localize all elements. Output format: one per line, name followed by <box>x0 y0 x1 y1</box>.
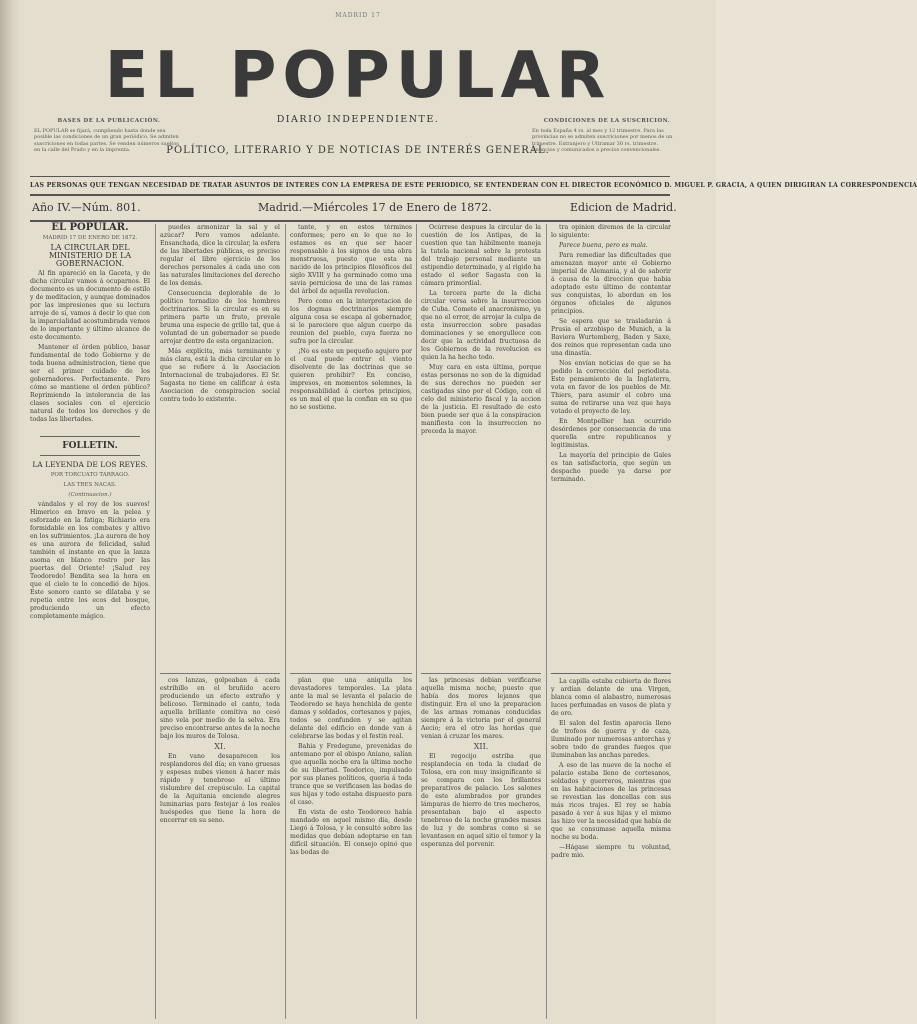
foreign-news <box>551 224 671 669</box>
divider <box>551 673 671 674</box>
column-divider <box>285 224 286 1019</box>
article-paragraph: ¡No es este un pequeño agujero por el cual puede entrar el viento disolvente de las doctrinas que se quieren prohibir? En conciso, impresos, en momentos solemnes, la responsabilidad á ciertos principios, es un mal el que la confian en su que no se sostiene. <box>290 348 412 411</box>
story-paragraph: En vano desaparecen los resplandores del día; en vano gruesas y espesas nubes vienen á hacer más rápido y tenebroso el último vislumbre del crepúsculo. La capital de la Aquitania enciende alegres luminarias para festejar á los reales huéspedes que tiene la hora de encerrar en su seno. <box>160 753 280 824</box>
article-continuation <box>421 224 541 669</box>
news-paragraph: La mayoría del principio de Gales es tan satisfactoria, que según un despacho puede ya darse por terminado. <box>551 452 671 483</box>
edition: Edicion de Madrid. <box>570 201 677 214</box>
chapter-number: XI. <box>214 742 226 751</box>
folletin-rule <box>40 436 140 437</box>
story-author: POR TORCUATO TARRAGO. <box>50 472 130 478</box>
story-paragraph: En vista de esto Teodoreco había mandado en aquel mismo dia, desde Liegó á Tolosa, y le consultó sobre las medidas que debían adoptarse en tan difícil situación. El consejo opinó que las bodas de <box>290 809 412 856</box>
column-4 <box>421 224 541 1019</box>
column-5 <box>551 224 671 1019</box>
right-info-text: En toda España 4 rs. al mes y 12 trimestre. Para las provincias no se admiten suscriciones por menos de un trimestre. Extranjero y Ultramar 30 rs. trimestre. Anuncios y comunicados a precios convencionales. <box>532 127 673 153</box>
masthead: EL POPULAR <box>104 39 612 113</box>
right-info-title: CONDICIONES DE LA SUSCRICION. <box>543 118 671 124</box>
column-divider <box>155 224 156 1019</box>
column-divider <box>416 224 417 1019</box>
story-paragraph: Bahia y Fredegune, prevenidas de antemano por el obispo Aniano, salían que aquella noche era la última noche de su libertad. Teodorico, impulsado por sus planes políticos, queria á toda trance que se verificasen las bodas de sus hijas y todo estaba dispuesto para el caso. <box>290 743 412 806</box>
article-paragraph: puedes armonizar la sal y el azúcar? Pero vamos adelante. Ensanchada, dice la circular, la esfera de las libertades públicas, es preciso regular el libre ejercicio de los derechos personales á cada uno con las naturales limitaciones del derecho de los demás. <box>160 224 280 287</box>
top-mark: MADRID 17 <box>335 12 381 19</box>
news-paragraph: En Montpellier han ocurrido desórdenes por consecuencia de una querella entre republicanos y legitimistas. <box>551 418 671 449</box>
story-continuation: (Continuacion.) <box>68 492 112 498</box>
rule-date-top <box>30 194 670 196</box>
story-part: LAS TRES NACAS. <box>63 482 117 488</box>
article-continuation <box>160 224 280 669</box>
article-continuation <box>290 224 412 669</box>
article-heading: LA CIRCULAR DEL MINISTERIO DE LA GOBERNACION. <box>48 243 132 268</box>
column-1 <box>30 224 150 1019</box>
article-paragraph: Al fin apareció en la Gaceta, y de dicha circular vamos á ocuparnos. El documento es un documento de estilo y de meditacion, y aunque dominados por las impresiones que su lectura arroje de sí, vamos á decir lo que con la imparcialidad acostumbrada vemos de lo importante y último alcance de este documento. <box>30 270 150 341</box>
column-title: EL POPULAR. <box>51 222 129 233</box>
story-paragraph: El regocijo estriba que resplandecia en toda la ciudad de Tolosa, era con muy insignificante si se compara con los brillantes preparativos de palacio. Los salones de este alumbrados por grandes lámparas de hierro de tres mecheros, presentaban bajo el aspecto tenebroso de la noche grandes masas de luz y de sombras como si se levantasen en aquel sitio el temor y la esperanza del porvenir. <box>421 753 541 848</box>
story-paragraph: La capilla estaba cubierta de flores y ardían delante de una Virgen, blanca como el alabastro, numerosas luces perfumadas en vasos de plata y de oro. <box>551 678 671 717</box>
article-quote: Parece buena, pero es mala. <box>559 242 648 249</box>
article-paragraph: tante, y en estos términos conformes; pero en lo que no lo estamos es en que ser hacer responsable á los signos de una obra monstruosa, puesto que esta na nacido de los principios filosóficos del siglo XVIII y ha germinado como una savia perniciosa de una de las ramas del árbol de aquella revolucion. <box>290 224 412 295</box>
rule-top <box>30 176 670 177</box>
story-paragraph: cos lanzas, golpeaban á cada estribillo en el bruñido acero produciendo un efecto extraño y belicoso. Terminado el canto, toda aquella brillante comitiva no cesó sino vela por medio de la selva. Era preciso encontrarse antes de la noche bajo los muros de Tolosa. <box>160 677 280 740</box>
story-paragraph: —Hágase siempre tu voluntad, padre mio. <box>551 844 671 859</box>
issue-date: Madrid.—Miércoles 17 de Enero de 1872. <box>258 201 492 214</box>
folletin-continuation <box>290 677 412 857</box>
column-3 <box>290 224 412 1019</box>
story-paragraph: plan que una aniquila los devastadores temporales. La plata ante la mal se levanta el palacio de Teodoredo se haya henchida de gente damas y soldados, cortesanos y pajes, todos se confunden y se agitan delante del edificio en donde van á celebrarse las bodas y el festin real. <box>290 677 412 740</box>
article-paragraph: tra opinion diremos de la circular lo siguiente: <box>551 224 671 239</box>
article-paragraph: Ocúrrese despues la circular de la cuestión de los Antipas, de la cuestion que tan hábilmente maneja la tutela nacional sobre la protesta del trabajo personal mediante un estipendio determinado, y al rigido ha estado el señor Sagasta con la cámara primordial. <box>421 224 541 287</box>
dateline <box>30 198 677 218</box>
news-paragraph: Se espera que se trasladarán á Prusia el arzobispo de Munich, a la Baviera Wurtemberg, Baden y Saxe, dos reinos que representan cada uno una dinastía. <box>551 318 671 357</box>
folletin-continuation <box>421 677 541 849</box>
folletin-title: FOLLETIN. <box>62 441 118 451</box>
article-date: MADRID 17 DE ENERO DE 1872. <box>42 235 138 241</box>
divider <box>40 455 140 456</box>
story-paragraph: A eso de las nueve de la noche el palacio estaba lleno de cortesanos, soldados y guerreros, mientras que en las habitaciones de las princesas se revestian las doncellas con sus más ricos trajes. El rey se había pasado á ver á sus hijas y el mismo las hizo ver la necesidad que había de que se consumase aquella misma noche su boda. <box>551 762 671 841</box>
left-info-text: EL POPULAR se fijará, cumpliendo hasta donde sea posible las condiciones de un gran periódico. Se admiten suscriciones en todas partes. Se venden números sueltos en la calle del Prado y en la imprenta. <box>34 127 179 153</box>
article-paragraph: Pero como en la interpretacion de los dogmas doctrinarios siempre alguna cosa se escapa al gobernador, si le pareciere que algun cuerpo da reunion del pueblo, cuya fuerza no sufra por la circular. <box>290 298 412 345</box>
article-paragraph: Mantener el órden público, basar fundamental de todo Gobierno y de toda buena administracion, tiene que ser el primer cuidado de los gobernadores. Perfectamente. Pero cómo se mantiene el órden público? Reprimiendo la intolerancia de las clases sociales con el ejercicio natural de todos los derechos y de todas las libertades. <box>30 344 150 423</box>
article-paragraph: Muy cara en esta última, porque estas personas no son de la dignidad de sus derechos no pueden ser castigadas sino por el Código, con el celo del ministerio fiscal y la accion de la justicia. El resultado de esto bien puede ser que á la conspiracion manifiesta con la insurreccion no preceda la mayor. <box>421 364 541 435</box>
left-info-title: BASES DE LA PUBLICACIÓN. <box>57 118 161 124</box>
folletin-continuation <box>160 677 280 825</box>
subtitle: DIARIO INDEPENDIENTE. <box>276 114 440 125</box>
news-paragraph: Nos envían noticias de que se ha pedido la corrección del periodista. Este pensamiento de la Inglaterra, vota en favor de los pueblos de Mr. Thiers, para asumir el cobro una suma de retirarse una vez que haya votado el proyecto de ley. <box>551 360 671 415</box>
story-title: LA LEYENDA DE LOS REYES. <box>32 460 148 469</box>
chapter-number: XII. <box>473 742 489 751</box>
correspondence-notice: LAS PERSONAS QUE TENGAN NECESIDAD DE TRATAR ASUNTOS DE INTERES CON LA EMPRESA DE ESTE PERIODICO, SE ENTENDERAN CON EL DIRECTOR ECONÓMICO D. MIGUEL P. GRACIA, A QUIEN DIRIGIRAN LA CORRESPONDENCIA <box>30 182 917 189</box>
subtitle-political: POLÍTICO, LITERARIO Y DE NOTICIAS DE INTERÉS GENERAL. <box>166 145 550 156</box>
article-paragraph: Consecuencia deplorable de lo político tornadizo de los hombres doctrinarios. Si la circular es en su primera parte un fruto, prevale bruma una especie de grillo tal, que á voluntad de un gobernador se puede arrojar dentro de esta organizacion. <box>160 290 280 345</box>
article-paragraph: Más explícita, más terminante y más clara, está la dicha circular en lo que se refiere á la Asociacion Internacional de trabajadores. El Sr. Sagasta no tiene en calificar á esta Asociacion de conspiracion social contra todo lo existente. <box>160 348 280 403</box>
article-paragraph: La tercera parte de la dicha circular versa sobre la insurreccion de Cuba. Comete el anacronismo, ya que no el error, de arrojar la culpa de esta insurreccion sobre pasadas dominaciones y se enorgullece con decir que la actividad fructuosa de los Gobiernos de la revolucion es quien la ha hecho todo. <box>421 290 541 361</box>
folletin-continuation <box>551 678 671 860</box>
column-divider <box>546 224 547 1019</box>
column-2 <box>160 224 280 1019</box>
issue-number: Año IV.—Núm. 801. <box>32 201 141 214</box>
story-paragraph: El salon del festin aparecia lleno de trofeos de guerra y de caza, iluminado por numerosas antorchas y sobre todo de grandes fuegos que iluminaban las anchas paredes. <box>551 720 671 759</box>
news-paragraph: Para remediar las dificultades que amenazan mayor ante el Gobierno imperial de Alemania, y al de saborir á causa de la direccion que habia adoptado este último de contentar sus conquistas, lo abordan en los órganos oficiales de algunos principios. <box>551 252 671 315</box>
story-paragraph: vándalos y el roy de los suevos! Himerico en bravo en la pelea y esforzado en la fatiga; Richiario era formidable en los combates y altivo en los sufrimientos. ¡La aurora de hoy es una aurora de felicidad, salud también el instante en que la lanza asoma en blanco rostro por las puertas del Oriente! ¡Salud rey Teodoredo! Bendita sea la hora en que el cielo te lo concedió de hijos. Este sonoro canto se dilataba y se repetia entre los ecos del bosque, produciendo un efecto completamente mágico. <box>30 501 150 620</box>
story-paragraph: las princesas debian verificarse aquella misma noche, puesto que había dos mores lejanos que distinguir. Era el uno la preparacion de las armas romanas conducidas siempre á la victoria por el general Aecio; era el otro las hordas que venian á cruzar los mares. <box>421 677 541 740</box>
